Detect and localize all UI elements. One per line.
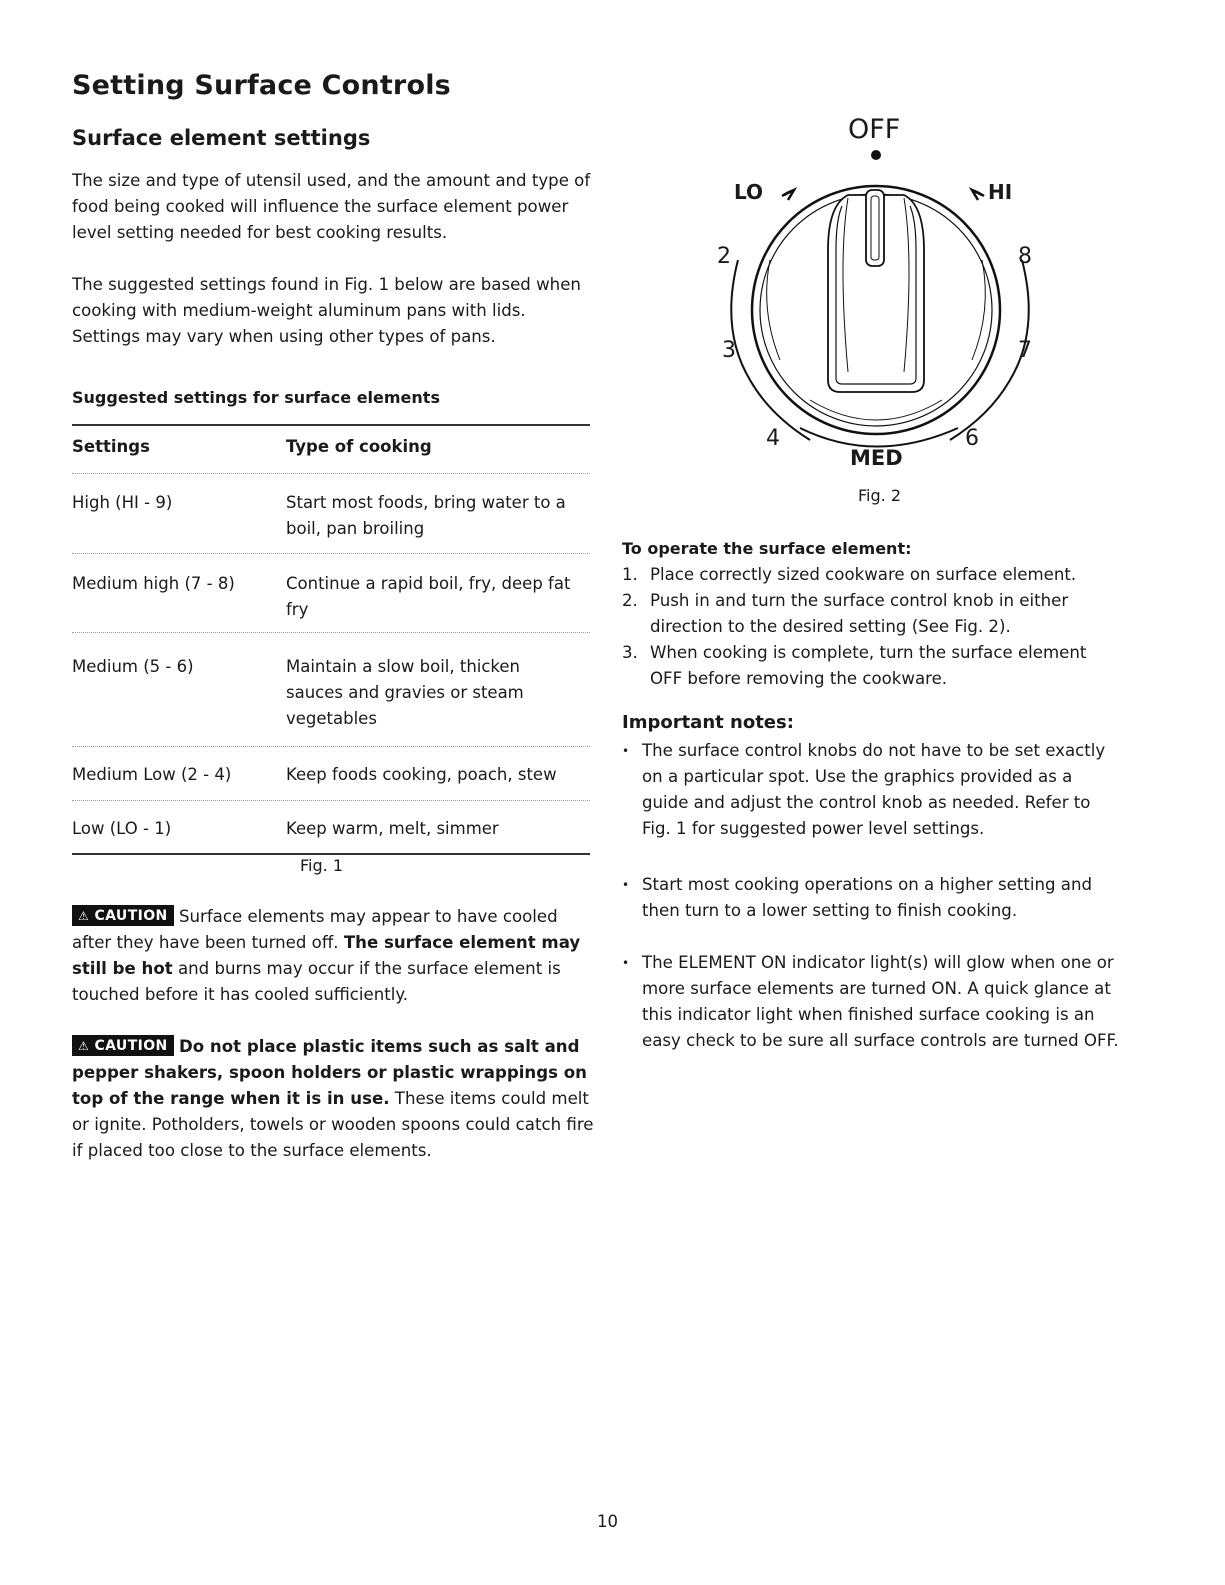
step-text: When cooking is complete, turn the surface element OFF before removing the cookware. xyxy=(650,643,1087,688)
row-cooking-type: Keep foods cooking, poach, stew xyxy=(286,765,557,784)
section-subtitle: Surface element settings xyxy=(72,126,371,150)
dial-label-2: 2 xyxy=(717,244,731,269)
figure-2-caption: Fig. 2 xyxy=(858,486,901,505)
dial-label-8: 8 xyxy=(1018,244,1032,269)
control-knob-figure xyxy=(660,110,1100,510)
list-item: • The ELEMENT ON indicator light(s) will glow when one or more surface elements are turned ON. A quick glance at this indicator light when finished surface cooking is an easy check to be sure all surface controls are turned OFF. xyxy=(622,950,1122,1054)
warning-triangle-icon: ⚠ xyxy=(78,909,90,923)
list-item xyxy=(622,562,1122,588)
dial-label-7: 7 xyxy=(1018,338,1032,363)
page-number: 10 xyxy=(597,1512,618,1531)
table-header xyxy=(72,426,590,474)
caution-badge: ⚠ CAUTION xyxy=(72,1035,174,1056)
row-cooking-type: Start most foods, bring water to a boil, pan broiling xyxy=(286,493,566,538)
caution-badge: ⚠ CAUTION xyxy=(72,905,174,926)
caution-paragraph-2: ⚠ CAUTION Do not place plastic items such as salt and pepper shakers, spoon holders or plastic wrappings on top of the range when it is in use. These items could melt or ignite. Potholders, towels or wooden spoons could catch fire if placed too close to the surface elements. xyxy=(72,1037,594,1160)
operate-heading: To operate the surface element: xyxy=(622,539,912,558)
row-setting: Medium Low (2 - 4) xyxy=(72,765,232,784)
step-number: 1. xyxy=(622,565,638,584)
dial-label-off: OFF xyxy=(848,114,901,145)
step-number: 3. xyxy=(622,643,638,662)
table-row xyxy=(72,633,590,747)
step-number: 2. xyxy=(622,591,638,610)
row-cooking-type: Continue a rapid boil, fry, deep fat fry xyxy=(286,574,571,619)
column-header-type: Type of cooking xyxy=(286,437,432,456)
dial-label-3: 3 xyxy=(722,338,736,363)
figure-1-caption: Fig. 1 xyxy=(300,856,343,875)
caution-paragraph-1: ⚠ CAUTION Surface elements may appear to have cooled after they have been turned off. The surface element may still be hot and burns may occur if the surface element is touched before it has cooled sufficiently. xyxy=(72,907,581,1004)
list-item: • The surface control knobs do not have to be set exactly on a particular spot. Use the graphics provided as a guide and adjust the control knob as needed. Refer to Fig. 1 for suggested power level settings. xyxy=(622,738,1122,842)
list-item xyxy=(622,640,1122,692)
list-item: • Start most cooking operations on a higher setting and then turn to a lower setting to finish cooking. xyxy=(622,872,1122,924)
dial-label-med: MED xyxy=(850,446,903,470)
step-text: Push in and turn the surface control knob in either direction to the desired setting (See Fig. 2). xyxy=(650,591,1069,636)
operate-steps xyxy=(622,562,1122,692)
dial-label-6: 6 xyxy=(965,426,979,451)
row-setting: Medium (5 - 6) xyxy=(72,657,194,676)
notes-list xyxy=(622,738,1122,1054)
row-setting: High (HI - 9) xyxy=(72,493,173,512)
row-cooking-type: Maintain a slow boil, thicken sauces and gravies or steam vegetables xyxy=(286,657,524,728)
table-row xyxy=(72,801,590,853)
table-heading: Suggested settings for surface elements xyxy=(72,388,440,407)
intro-paragraph-2: The suggested settings found in Fig. 1 below are based when cooking with medium-weight aluminum pans with lids. Settings may vary when using other types of pans. xyxy=(72,275,581,346)
notes-heading: Important notes: xyxy=(622,712,794,733)
column-header-settings: Settings xyxy=(72,437,150,456)
dial-label-lo: LO xyxy=(734,180,764,204)
table-row xyxy=(72,554,590,633)
table-bottom-rule xyxy=(72,853,590,855)
table-row xyxy=(72,747,590,801)
dial-label-4: 4 xyxy=(766,426,780,451)
intro-paragraph-1: The size and type of utensil used, and the amount and type of food being cooked will influence the surface element power level setting needed for best cooking results. xyxy=(72,171,591,242)
step-text: Place correctly sized cookware on surface element. xyxy=(650,565,1077,584)
row-setting: Medium high (7 - 8) xyxy=(72,574,235,593)
row-setting: Low (LO - 1) xyxy=(72,819,172,838)
row-cooking-type: Keep warm, melt, simmer xyxy=(286,819,499,838)
page-title: Setting Surface Controls xyxy=(72,70,451,101)
table-row xyxy=(72,474,590,554)
list-item xyxy=(622,588,1122,640)
dial-label-hi: HI xyxy=(988,180,1013,204)
settings-table xyxy=(72,424,590,855)
warning-triangle-icon: ⚠ xyxy=(78,1039,90,1053)
